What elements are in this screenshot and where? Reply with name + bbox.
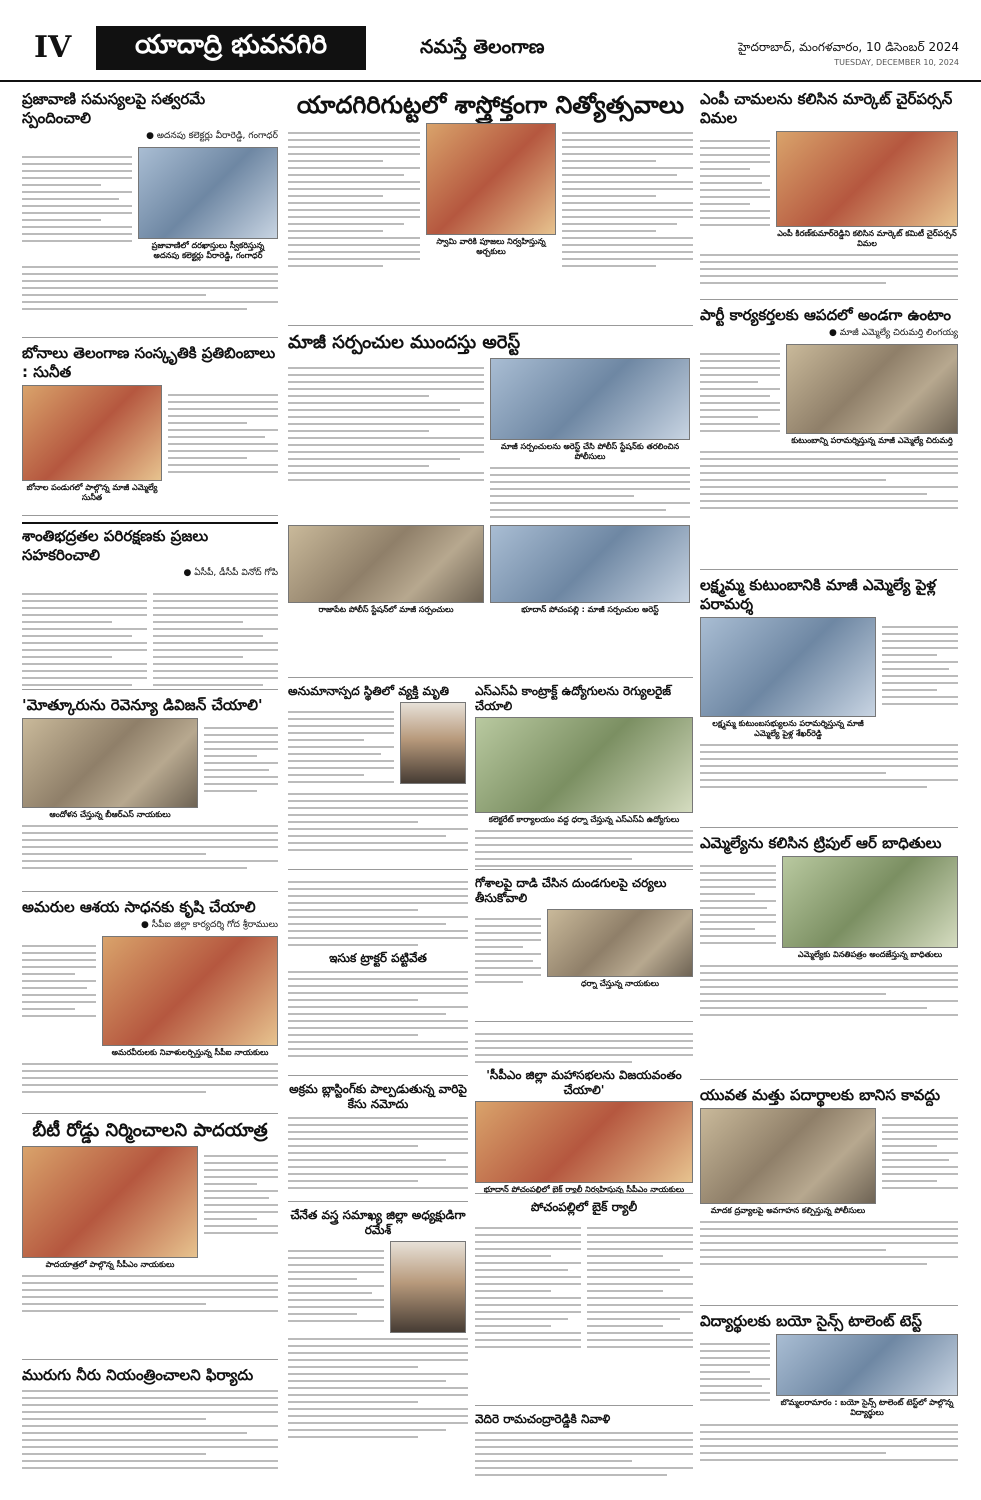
story-prajavani	[22, 90, 278, 338]
byline: ● సీపీఐ జిల్లా కార్యదర్శి గోద శ్రీరాములు	[141, 919, 278, 930]
headline: శాంతిభద్రతల పరిరక్షణకు ప్రజలు సహకరించాలి	[22, 522, 278, 565]
story-bt-road	[22, 1120, 278, 1360]
story-motkur-division	[22, 696, 278, 892]
portrait-photo	[390, 1241, 466, 1333]
story-bike-rally	[475, 1200, 693, 1406]
headline: వెదిరె రామచంద్రారెడ్డికి నివాళి	[475, 1412, 611, 1426]
dateline: హైదరాబాద్, మంగళవారం, 10 డిసెంబర్ 2024	[738, 40, 959, 54]
story-ssa-employees	[475, 684, 693, 870]
headline: ఎమ్మెల్యేను కలిసిన ట్రిపుల్ ఆర్ బాధితులు	[700, 834, 942, 852]
photo-caption: ప్రజావాణిలో దరఖాస్తులు స్వీకరిస్తున్న అదనపు కలెక్టర్లు వీరారెడ్డి, గంగాధర్	[151, 240, 265, 260]
headline: గోశాలపై దాడి చేసిన దుండగులపై చర్యలు తీసుకోవాలి	[475, 876, 667, 905]
story-suspicious-death	[288, 684, 468, 870]
headline: ఎంపీ చామలను కలిసిన మార్కెట్ చైర్‌పర్సన్ విమల	[700, 90, 953, 127]
news-photo	[700, 1108, 876, 1204]
story-lakshmamma-family	[700, 576, 958, 828]
story-youth-drugs	[700, 1086, 958, 1306]
paper-name: నమస్తే తెలంగాణ	[420, 36, 545, 58]
story-handloom-president	[288, 1208, 468, 1498]
news-photo	[102, 936, 278, 1046]
news-photo	[288, 525, 484, 603]
headline: అక్రమ బ్లాస్టింగ్‌కు పాల్పడుతున్న వారిపై కేసు నమోదు	[289, 1082, 467, 1111]
news-photo	[786, 344, 958, 434]
news-photo	[490, 525, 690, 603]
story-illegal-blasting	[288, 1082, 468, 1202]
news-photo	[782, 856, 958, 948]
news-photo	[426, 123, 556, 235]
headline: చేనేత వస్త్ర సమాఖ్య జిల్లా అధ్యక్షుడిగా రమేశ్	[290, 1208, 466, 1237]
photo-caption: మాజీ సర్పంచులను అరెస్ట్ చేసి పోలీస్ స్టేషన్‌కు తరలించిన పోలీసులు	[500, 441, 680, 461]
news-photo	[22, 385, 162, 481]
news-photo	[776, 131, 958, 227]
story-cpm-meeting	[475, 1028, 693, 1194]
story-drainage	[22, 1366, 278, 1496]
news-photo	[22, 718, 198, 808]
story-rrr-victims	[700, 834, 958, 1080]
news-photo	[475, 1101, 693, 1183]
news-photo	[490, 358, 690, 440]
photo-caption: అమరవీరులకు నివాళులర్పిస్తున్న సీపీఐ నాయకులు	[111, 1047, 269, 1057]
photo-caption: బోనాల పండుగలో పాల్గొన్న మాజీ ఎమ్మెల్యే సునీత	[26, 482, 158, 502]
story-sarpanch-arrest	[288, 332, 693, 678]
headline: ఇసుక ట్రాక్టర్ పట్టివేత	[329, 951, 427, 965]
headline: ప్రజావాణి సమస్యలపై సత్వరమే స్పందించాలి	[22, 90, 206, 127]
news-photo	[547, 909, 693, 977]
headline: యాదగిరిగుట్టలో శాస్త్రోక్తంగా నిత్యోత్సవాలు	[296, 91, 685, 119]
photo-caption: రాజాపేట పోలీస్ స్టేషన్‌లో మాజీ సర్పంచులు	[318, 605, 454, 615]
headline: విద్యార్థులకు బయో సైన్స్ టాలెంట్ టెస్ట్	[700, 1312, 922, 1330]
story-market-chairperson	[700, 90, 958, 300]
headline: అమరుల ఆశయ సాధనకు కృషి చేయాలి	[22, 898, 256, 916]
headline: 'మోత్కూరును రెవెన్యూ డివిజన్ చేయాలి'	[22, 696, 263, 714]
photo-caption: కుటుంబాన్ని పరామర్శిస్తున్న మాజీ ఎమ్మెల్యే చిరుమర్తి	[791, 435, 953, 445]
story-bonalu	[22, 344, 278, 516]
story-tribute	[475, 1412, 693, 1498]
headline: బీటీ రోడ్డు నిర్మించాలని పాదయాత్ర	[32, 1120, 268, 1141]
photo-caption: ఆందోళన చేస్తున్న బీఆర్ఎస్ నాయకులు	[49, 809, 171, 819]
photo-caption: పాదయాత్రలో పాల్గొన్న సీపీఎం నాయకులు	[45, 1259, 175, 1269]
portrait-photo	[400, 702, 466, 784]
headline: మాజీ సర్పంచుల ముందస్తు అరెస్ట్	[288, 332, 521, 353]
masthead	[0, 0, 981, 82]
news-photo	[776, 1334, 958, 1396]
story-goshala-attack	[475, 876, 693, 1022]
photo-caption: మాదక ద్రవ్యాలపై అవగాహన కల్పిస్తున్న పోలీసులు	[710, 1205, 866, 1215]
page-number: IV	[34, 30, 72, 65]
story-party-workers	[700, 306, 958, 570]
photo-caption: ధర్నా చేస్తున్న నాయకులు	[580, 979, 660, 988]
photo-caption: భూదాన్ పోచంపల్లిలో బైక్ ర్యాలీ నిర్వహిస్తున్న సీపీఎం నాయకులు	[483, 1185, 685, 1194]
headline: యువత మత్తు పదార్థాలకు బానిస కావద్దు	[700, 1086, 941, 1104]
news-photo	[700, 617, 876, 717]
news-photo	[475, 717, 693, 813]
byline: ● అదనపు కలెక్టర్లు వీరారెడ్డి, గంగాధర్	[146, 130, 278, 141]
photo-caption: ఎమ్మెల్యేకు వినతిపత్రం అందజేస్తున్న బాధితులు	[797, 949, 943, 959]
story-law-and-order	[22, 522, 278, 690]
news-photo	[138, 147, 278, 239]
headline: అనుమానాస్పద స్థితిలో వ్యక్తి మృతి	[288, 684, 449, 698]
photo-caption: కలెక్టరేట్ కార్యాలయం వద్ద ధర్నా చేస్తున్న ఎస్ఎస్‌ఏ ఉద్యోగులు	[488, 815, 680, 824]
photo-caption: స్వామి వారికి పూజలు నిర్వహిస్తున్న అర్చకులు	[436, 237, 546, 257]
story-martyrs	[22, 898, 278, 1114]
photo-caption: బొమ్మలరామారం : బయో సైన్స్ టాలెంట్ టెస్ట్‌లో పాల్గొన్న విద్యార్థులు	[780, 1397, 954, 1418]
photo-caption: లక్ష్మమ్మ కుటుంబసభ్యులను పరామర్శిస్తున్న మాజీ ఎమ్మెల్యే పైళ్ల శేఖర్‌రెడ్డి	[712, 718, 864, 738]
story-bio-science-test	[700, 1312, 958, 1498]
section-title: యాదాద్రి భువనగిరి	[96, 26, 366, 70]
news-photo	[22, 1146, 198, 1258]
photo-caption: ఎంపీ కిరణ్‌కుమార్‌రెడ్డిని కలిసిన మార్కెట్ కమిటీ చైర్‌పర్సన్ విమల	[777, 228, 957, 248]
headline: 'సీపీఎం జిల్లా మహాసభలను విజయవంతం చేయాలి'	[486, 1068, 682, 1097]
headline: పోచంపల్లిలో బైక్ ర్యాలీ	[530, 1200, 638, 1214]
headline: లక్ష్మమ్మ కుటుంబానికి మాజీ ఎమ్మెల్యే పైళ్ల పరామర్శ	[700, 576, 936, 613]
headline: పార్టీ కార్యకర్తలకు ఆపదలో అండగా ఉంటాం	[700, 306, 951, 324]
headline: బోనాలు తెలంగాణ సంస్కృతికి ప్రతిబింబాలు : సునీత	[22, 344, 276, 381]
story-yadagirigutta	[288, 90, 693, 326]
photo-caption: భూదాన్ పోచంపల్లి : మాజీ సర్పంచుల అరెస్ట్	[521, 605, 659, 615]
dateline-english: TUESDAY, DECEMBER 10, 2024	[834, 58, 959, 67]
headline: మురుగు నీరు నియంత్రించాలని ఫిర్యాదు	[22, 1366, 254, 1384]
headline: ఎస్ఎస్‌ఏ కాంట్రాక్ట్ ఉద్యోగులను రెగ్యులరైజ్ చేయాలి	[475, 684, 672, 713]
byline: ● ఏసీపీ, డీసీపీ వినోద్ గోపి	[183, 567, 278, 578]
byline: ● మాజీ ఎమ్మెల్యే చిరుమర్తి లింగయ్య	[829, 327, 958, 338]
story-sand-tractor	[288, 876, 468, 1076]
